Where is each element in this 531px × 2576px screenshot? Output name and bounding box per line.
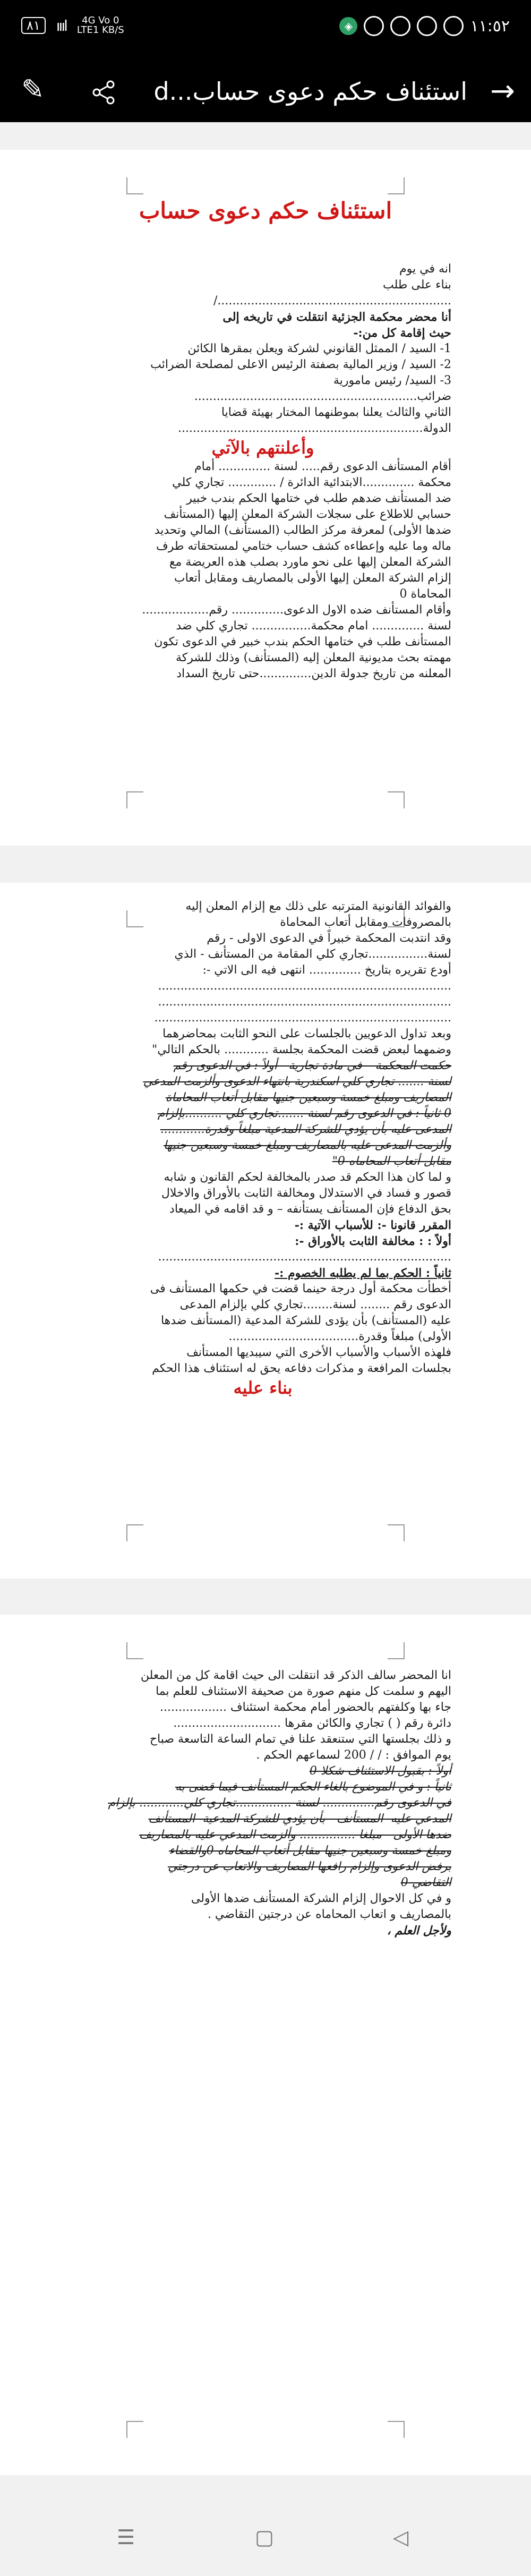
status-left [21, 16, 124, 35]
text-line: يوم الموافق : / / 200 لسماعهم الحكم . [256, 1748, 451, 1762]
text-line: لسنة................تجاري كلي المقامة من المستأنف - الذي [174, 948, 451, 961]
text-line: المدعي عليه- المستأنف - بأن يؤدي للشركة المدعية- المستأنف [148, 1812, 451, 1826]
text-line: المعلنه من تاريخ جدولة الدين..............حتى تاريخ السداد [176, 667, 451, 680]
text-line: بجلسات المرافعة و مذكرات دفاعه يحق له استئناف هذا الحكم [152, 1362, 451, 1375]
text-line: ................................................................................ [154, 1011, 451, 1025]
page3-content [74, 1668, 451, 1939]
text-line: دائرة رقم ( ) تجاري والكائن مقرها ............................. [173, 1717, 451, 1730]
text-line: ............................................................................... [158, 995, 451, 1009]
text-line: مقابل أتعاب المحاماه 0" [332, 1155, 451, 1168]
text-line: أولاً : : مخالفة الثابت بالأوراق -: [295, 1234, 451, 1248]
status-right [339, 16, 510, 36]
whatsapp-icon [443, 16, 464, 36]
text-line: ولأجل العلم ، [387, 1924, 451, 1938]
document-page-1 [0, 150, 531, 846]
text-line: انا المحضر سالف الذكر قد انتقلت الى حيث اقامة كل من المعلن [140, 1669, 451, 1682]
text-line: المقرر قانونا -: للأسباب الآتية :- [294, 1218, 451, 1232]
document-page-3 [0, 1615, 531, 2475]
text-line: حيث إقامة كل من:- [353, 326, 451, 340]
edit-pencil-icon[interactable]: ✎ [21, 74, 45, 106]
text-line: و ذلك بجلستها التي ستنعقد علنا في تمام الساعة التاسعة صباح [149, 1733, 451, 1746]
text-line: ومبلغ خمسة وسبعين جنيها مقابل أتعاب المحاماه 0والقضاء [169, 1844, 451, 1857]
text-line: بالمصاريف و اتعاب المحاماه عن درجتين التقاضي . [207, 1908, 451, 1921]
text-line: بحق الدفاع فإن المستأنف يستأنفه – و قد اقامه في الميعاد [169, 1202, 451, 1216]
text-line: الشركة المعلن إليها على نحو ماورد بصلب هذه العريضة مع [169, 556, 451, 569]
text-line: في الدعوى رقم.............. لسنة ...............تجاري كلي............ بإلزام [108, 1796, 451, 1810]
text-line: ............................................................................... [158, 979, 451, 993]
clock: ١١:٥٢ [470, 16, 510, 36]
network-info: 4G Vo 0 LTE1 KB/S [76, 15, 124, 36]
text-line: الأولى) مبلغاً وقدرة................................... [228, 1330, 451, 1343]
text-line: فلهذه الأسباب والأسباب الأخرى التي سيبديها المستأنف [186, 1346, 451, 1359]
notification-icon: ◈ [339, 17, 357, 35]
text-line: وقد انتدبت المحكمة خبيراً في الدعوى الاولى - رقم [207, 932, 451, 945]
text-line: اليهم و سلمت كل منهم صورة من صحيفة الاستئناف للعلم بما [156, 1685, 451, 1698]
document-heading: استئناف حكم دعوى حساب [139, 198, 392, 224]
text-line: بناء على طلب [383, 278, 451, 292]
text-line: وضمهما لبعض قضت المحكمة بجلسة ............ بالحكم التالي" [152, 1043, 451, 1056]
text-line: ماله وما عليه وإعطاءه كشف حساب ختامي لمستحقاته طرف [156, 540, 451, 553]
text-line: محكمة ..............الابتدائية الدائرة / ............. تجاري كلي [172, 476, 451, 489]
text-line: أنا محضر محكمة الجزئية انتقلت في تاريخه إلى [222, 310, 451, 324]
text-line: .............................................................../ [213, 294, 451, 308]
app-toolbar [0, 61, 531, 122]
back-arrow-icon[interactable]: → [490, 74, 515, 108]
text-line: أودع تقريره بتاريخ .............. انتهى فيه الى الاتي -: [202, 963, 451, 977]
document-title: استئناف حكم دعوى حساب...d [153, 77, 467, 106]
text-line: ضدها الأولى - مبلغا ............... وألزمت المدعي عليه بالمصاريف [139, 1828, 451, 1841]
text-line: المحاماة 0 [399, 587, 451, 601]
whatsapp-icon [364, 16, 384, 36]
page2-content [74, 899, 451, 1399]
text-line: و في كل الاحوال إلزام الشركة المستأنف ضدها الأولى [191, 1892, 451, 1905]
system-navigation-bar [0, 2496, 531, 2576]
text-line: و لما كان هذا الحكم قد صدر بالمخالفة لحكم القانون و شابه [164, 1171, 451, 1184]
status-bar [0, 0, 531, 61]
text-line: التقاضي 0 [400, 1876, 451, 1889]
text-line: 0 ثانياً : في الدعوى رقم لسنة .......تجاري كلي ..........بإلزام [157, 1107, 451, 1120]
battery-indicator: ٨١ [21, 17, 46, 34]
text-line: والفوائد القانونية المترتبه على ذلك مع إلزام المعلن إليه [185, 900, 451, 913]
text-line: 3- السيد/ رئيس مامورية [333, 374, 451, 387]
text-line: أولاً : بقبول الاستئناف شكلا 0 [309, 1764, 451, 1778]
text-line: مهمته بحث مديونية المعلن إليه (المستأنف) وذلك للشركة [175, 651, 451, 664]
text-line: 1- السيد / الممثل القانوني لشركة ويعلن بمقرها الكائن [187, 342, 451, 355]
signal-icon: ıııl [56, 16, 66, 35]
text-line: ضرائب............................................................ [194, 390, 451, 403]
text-line: ثانياً : و في الموضوع بالغاء الحكم المستأنف فيما قضى به [175, 1780, 451, 1794]
page1-content [74, 261, 451, 682]
text-line: وأقام المستأنف ضده الاول الدعوى.............. رقم.................. [142, 603, 451, 617]
text-line: بالمصروفات ومقابل أتعاب المحاماة [280, 916, 451, 929]
text-line: المدعى عليه بأن يؤدي للشركة المدعية مبلغاً وقدرة............ [160, 1123, 451, 1136]
whatsapp-icon [390, 16, 410, 36]
text-line: لسنة .............. امام محكمة................ تجاري كلي ضد [176, 619, 451, 633]
text-line: وألزمت المدعى عليه بالمصاريف ومبلغ خمسة وسبعين جنيها [163, 1139, 451, 1152]
text-line: وبعد تداول الدعويين بالجلسات على النحو الثابت بمحاضرهما [162, 1027, 451, 1040]
text-line: أخطأت محكمة أول درجة حينما قضت في حكمها المستأنف فى [150, 1282, 451, 1295]
text-line: 2- السيد / وزير المالية بصفتة الرئيس الاعلى لمصلحة الضرائب [150, 358, 451, 371]
home-icon[interactable]: ▢ [255, 2526, 274, 2549]
text-line: جاء بها وكلفتهم بالحضور أمام محكمة استئناف .................. [159, 1701, 451, 1714]
text-line: إلزام الشركة المعلن إليها الأولى بالمصاريف ومقابل أتعاب [174, 572, 451, 585]
text-line: حسابي للاطلاع على سجلات الشركة المعلن إليها (المستأنف [164, 508, 451, 521]
text-line: انه في يوم [399, 262, 451, 276]
text-line: الدعوى رقم ........ لسنة........تجاري كلي بإلزام المدعى [179, 1298, 451, 1311]
text-line: ضد المستأنف ضدهم طلب في ختامها الحكم بندب خبير [186, 492, 451, 505]
text-line: ثانياً : الحكم بما لم يطلبه الخصوم :- [275, 1266, 451, 1280]
share-icon[interactable] [90, 79, 117, 108]
section-heading: وأعلنتهم بالآتي [211, 438, 314, 458]
text-line: ضدها الأولى) لمعرفة مركز الطالب (المستأنف) المالي وتحديد [154, 524, 451, 537]
text-line: عليه (المستأنف) بأن يؤدى للشركة المدعية (المستأنف ضدها [160, 1314, 451, 1327]
document-page-2 [0, 883, 531, 1579]
section-heading: بناء عليه [233, 1378, 293, 1398]
text-line: لسنة ....... تجاري كلي اسكندرية بانتهاء الدعوى وألزمت المدعي [143, 1075, 451, 1088]
recents-icon[interactable]: ☰ [117, 2526, 135, 2549]
text-line: حكمت المحكمة – في مادة تجارية - أولاً : في الدعوى رقم [173, 1059, 451, 1072]
whatsapp-icon [417, 16, 437, 36]
text-line: برفض الدعوى وإلزام رافعها المصاريف والاتعاب عن درجتي [168, 1860, 451, 1873]
back-icon[interactable]: ◁ [393, 2526, 409, 2549]
text-line: أقام المستأنف الدعوى رقم..... لسنة .............. أمام [194, 460, 451, 473]
text-line: المستأنف طلب في ختامها الحكم بندب خبير في الدعوى تكون [154, 635, 451, 649]
text-line: قصور و فساد في الاستدلال ومخالفة الثابت بالأوراق والاخلال [161, 1187, 451, 1200]
text-line: المصاريف ومبلغ خمسة وسبعين جنيها مقابل أتعاب المحاماة [165, 1091, 451, 1104]
text-line: ............................................................................... [158, 1250, 451, 1264]
text-line: الدولة.................................................................. [177, 422, 451, 435]
text-line: الثاني والثالث يعلنا بموطنهما المختار بهيئة قضايا [221, 406, 451, 419]
